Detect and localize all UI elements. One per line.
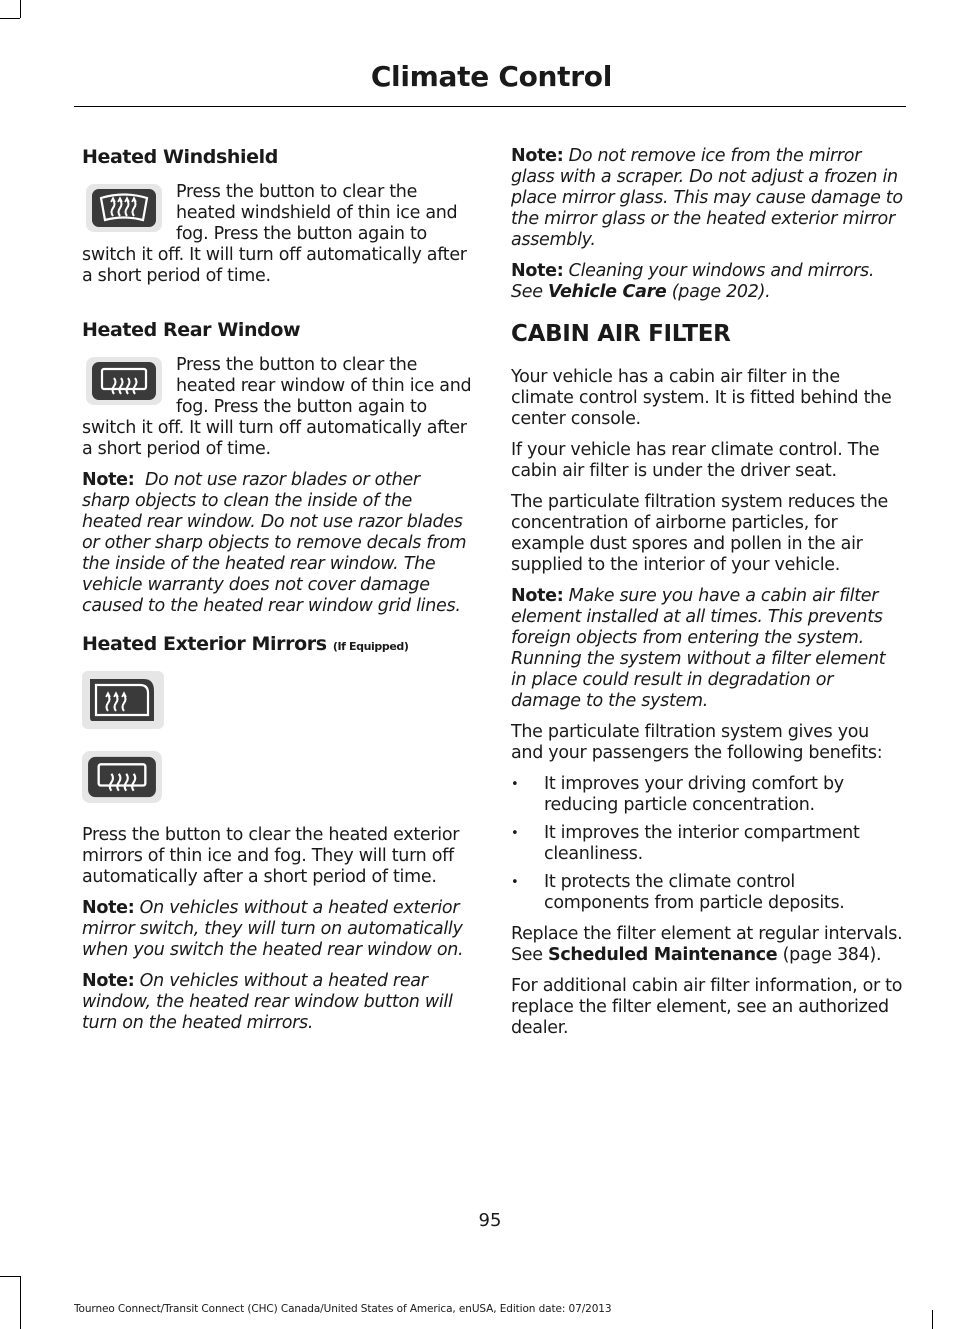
- heated-rear-window-heading: Heated Rear Window: [82, 319, 301, 341]
- note-label: Note:: [82, 470, 135, 490]
- left-column: [82, 146, 472, 1044]
- cabin-para-3: The particulate filtration system reduces the concentration of airborne particles, for example dust spores and pollen in the air supplied to the interior of your vehicle.: [511, 492, 888, 575]
- note-text: Do not remove ice from the mirror glass with a scraper. Do not adjust a frozen in place mirror glass. This may cause damage to the mirror glass or the heated exterior mirror assembly.: [511, 146, 903, 250]
- note-label: Note:: [511, 146, 564, 166]
- cabin-para-2: If your vehicle has rear climate control. The cabin air filter is under the driver seat.: [511, 440, 880, 481]
- filter-note: [511, 586, 903, 712]
- heated-mirrors-heading: [82, 633, 472, 655]
- note-text: On vehicles without a heated rear window, the heated rear window button will turn on the heated mirrors.: [82, 971, 453, 1033]
- page-reference: (page 202).: [671, 282, 771, 302]
- heated-mirrors-section: [82, 633, 472, 1034]
- footer-edition: Tourneo Connect/Transit Connect (CHC) Canada/United States of America, enUSA, Edition date: 07/2013: [74, 1303, 612, 1315]
- page-reference: (page 384).: [782, 945, 882, 965]
- heated-rear-window-icon-frame: [82, 751, 162, 803]
- heated-mirrors-heading-text: Heated Exterior Mirrors: [82, 633, 327, 655]
- list-item: • It protects the climate control components from particle deposits.: [511, 872, 903, 914]
- page-title: Climate Control: [370, 60, 612, 93]
- cabin-para-5: [511, 924, 903, 966]
- if-equipped-label: (If Equipped): [332, 640, 409, 653]
- crop-mark: [20, 0, 21, 18]
- header-divider: [74, 106, 906, 107]
- heated-windshield-section: [82, 146, 472, 297]
- heated-windshield-icon: [86, 184, 162, 232]
- list-item: • It improves the interior compartment cleanliness.: [511, 823, 903, 865]
- note-text: On vehicles without a heated exterior mirror switch, they will turn on automatically when you switch the heated rear window on.: [82, 898, 464, 960]
- heated-windshield-heading: Heated Windshield: [82, 146, 278, 168]
- heated-windshield-body: Press the button to clear the heated windshield of thin ice and fog. Press the button again to switch it off. It will turn off automatically after a short period of time.: [82, 182, 467, 286]
- heated-mirror-icon: [82, 671, 472, 733]
- para-text: Replace the filter element at regular intervals. See: [511, 924, 903, 965]
- heated-mirrors-body: Press the button to clear the heated exterior mirrors of thin ice and fog. They will turn off automatically after a short period of time.: [82, 825, 460, 887]
- benefits-list: [511, 774, 903, 914]
- right-column: [511, 146, 903, 1049]
- crop-mark: [932, 1310, 933, 1329]
- heated-mirrors-note-2: [82, 971, 472, 1034]
- cleaning-note: [511, 261, 903, 303]
- cabin-para-1: Your vehicle has a cabin air filter in the climate control system. It is fitted behind the center console.: [511, 367, 892, 429]
- note-text: Make sure you have a cabin air filter element installed at all times. This prevents foreign objects from entering the system. Running the system without a filter element in place could result in degradation or damage to the system.: [511, 586, 886, 711]
- note-label: Note:: [511, 261, 564, 281]
- heated-mirrors-note-1: [82, 898, 472, 961]
- heated-rear-window-icon: [82, 751, 472, 803]
- note-label: Note:: [511, 586, 564, 606]
- note-label: Note:: [82, 971, 135, 991]
- vehicle-care-link[interactable]: Vehicle Care: [548, 282, 667, 302]
- crop-mark: [20, 1276, 21, 1329]
- heated-rear-window-section: [82, 319, 472, 617]
- note-text: Do not use razor blades or other sharp objects to clean the inside of the heated rear window. Do not use razor blades or other sharp objects to remove decals from the inside of the heated rear window. The vehicle warranty does not cover damage caused to the heated rear window grid lines.: [82, 470, 467, 616]
- cabin-air-filter-heading: CABIN AIR FILTER: [511, 321, 731, 347]
- page-number: 95: [478, 1210, 502, 1231]
- crop-mark: [0, 1276, 20, 1277]
- mirror-ice-note: [511, 146, 903, 251]
- heated-rear-window-note: [82, 470, 472, 617]
- cabin-para-6: For additional cabin air filter information, or to replace the filter element, see an authorized dealer.: [511, 976, 903, 1038]
- note-text: Cleaning your windows and mirrors. See: [511, 261, 875, 302]
- note-label: Note:: [82, 898, 135, 918]
- cabin-para-4: The particulate filtration system gives you and your passengers the following benefits:: [511, 722, 883, 763]
- heated-rear-window-body: Press the button to clear the heated rear window of thin ice and fog. Press the button again to switch it off. It will turn off automatically after a short period of time.: [82, 355, 472, 459]
- scheduled-maintenance-link[interactable]: Scheduled Maintenance: [548, 945, 778, 965]
- crop-mark: [0, 18, 20, 19]
- list-item: • It improves your driving comfort by reducing particle concentration.: [511, 774, 903, 816]
- heated-rear-window-icon: [86, 357, 162, 405]
